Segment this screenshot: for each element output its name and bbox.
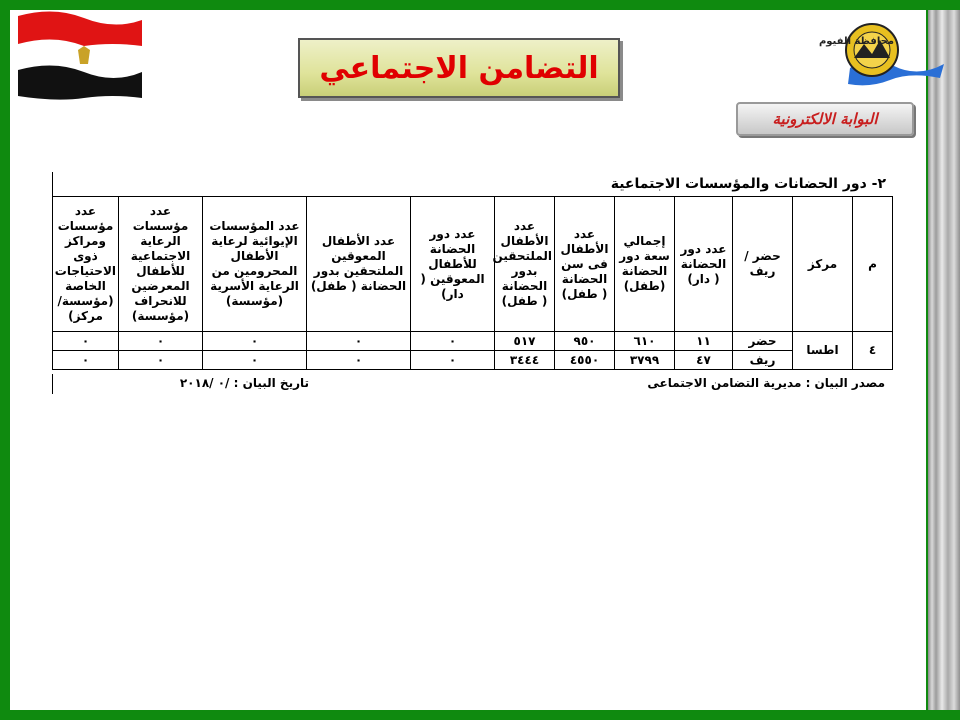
cell-special-needs: ٠ — [53, 351, 119, 370]
section-heading: ٢- دور الحضانات والمؤسسات الاجتماعية — [52, 172, 892, 196]
title-banner — [298, 38, 620, 98]
cell-capacity: ٦١٠ — [615, 332, 675, 351]
cell-delinquency: ٠ — [119, 332, 203, 351]
cell-m: ٤ — [853, 332, 893, 370]
nurseries-table — [52, 196, 893, 370]
egypt-flag-icon — [14, 6, 146, 100]
cell-enrolled: ٥١٧ — [495, 332, 555, 351]
table-row — [53, 351, 893, 370]
cell-nurseries: ١١ — [675, 332, 733, 351]
cell-children-age: ٩٥٠ — [555, 332, 615, 351]
col-markaz: مركز — [793, 197, 853, 332]
governorate-logo-icon — [818, 14, 948, 94]
col-special-needs: عدد مؤسسات ومراكز ذوى الاحتياجات الخاصة (مؤسسة/مركز) — [53, 197, 119, 332]
cell-nurseries: ٤٧ — [675, 351, 733, 370]
cell-children-age: ٤٥٥٠ — [555, 351, 615, 370]
col-capacity: إجمالي سعة دور الحضانة (طفل) — [615, 197, 675, 332]
cell-delinquency: ٠ — [119, 351, 203, 370]
table-row — [53, 332, 893, 351]
cell-disabled-nurseries: ٠ — [411, 351, 495, 370]
source-text: مصدر البيان : مديرية التضامن الاجتماعى — [647, 376, 885, 390]
col-shelter: عدد المؤسسات الإيوائية لرعاية الأطفال المحرومين من الرعاية الأسرية (مؤسسة) — [203, 197, 307, 332]
cell-markaz: اطسا — [793, 332, 853, 370]
date-text: تاريخ البيان : /٠ /٢٠١٨ — [179, 376, 309, 390]
table-header-row — [53, 197, 893, 332]
page-title: التضامن الاجتماعي — [319, 50, 599, 86]
col-hadar-rif: حضر /ريف — [733, 197, 793, 332]
col-delinquency: عدد مؤسسات الرعاية الاجتماعية للأطفال المعرضين للانحراف (مؤسسة) — [119, 197, 203, 332]
col-disabled-children: عدد الأطفال المعوقين الملتحقين بدور الحضانة ( طفل) — [307, 197, 411, 332]
cell-shelter: ٠ — [203, 351, 307, 370]
portal-label: البوابة الالكترونية — [772, 110, 878, 128]
logo-text: محافظة الفيوم — [818, 36, 894, 47]
cell-shelter: ٠ — [203, 332, 307, 351]
right-metallic-stripe — [928, 10, 960, 710]
cell-disabled-children: ٠ — [307, 332, 411, 351]
cell-disabled-nurseries: ٠ — [411, 332, 495, 351]
col-disabled-nurseries: عدد دور الحضانة للأطفال المعوقين ( دار) — [411, 197, 495, 332]
cell-capacity: ٣٧٩٩ — [615, 351, 675, 370]
col-children-age: عدد الأطفال فى سن الحضانة ( طفل) — [555, 197, 615, 332]
cell-disabled-children: ٠ — [307, 351, 411, 370]
col-enrolled: عدد الأطفال الملتحقين بدور الحضانة ( طفل) — [495, 197, 555, 332]
cell-type: حضر — [733, 332, 793, 351]
portal-badge — [736, 102, 914, 136]
col-nurseries: عدد دور الحضانة ( دار) — [675, 197, 733, 332]
cell-type: ريف — [733, 351, 793, 370]
col-m: م — [853, 197, 893, 332]
source-line — [52, 374, 893, 394]
cell-enrolled: ٣٤٤٤ — [495, 351, 555, 370]
cell-special-needs: ٠ — [53, 332, 119, 351]
